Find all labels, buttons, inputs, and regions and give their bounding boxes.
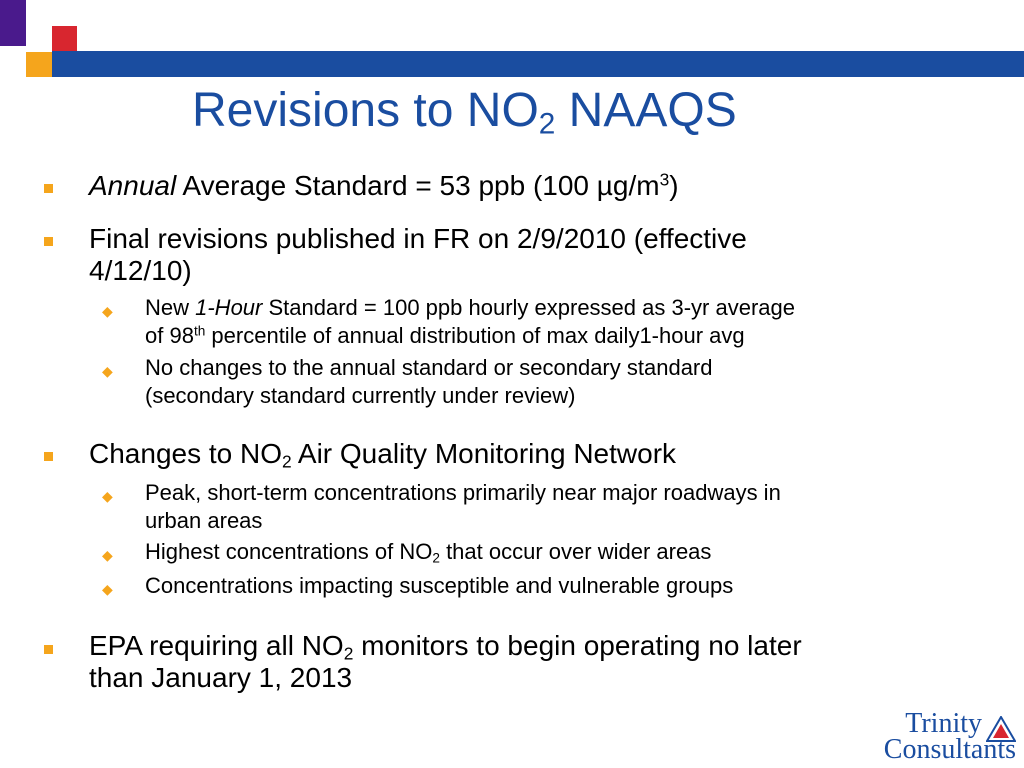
bullet-final-revisions: Final revisions published in FR on 2/9/2010 (effective 4/12/10) xyxy=(89,223,747,286)
bullet-diamond-icon: ◆ xyxy=(102,547,113,563)
company-logo xyxy=(872,708,1022,768)
bullet-square-icon xyxy=(44,645,53,654)
slide-title: Revisions to $NO_2$ NAAQS xyxy=(192,84,737,141)
subbullet-no-changes: No changes to the annual standard or secondary standard (secondary standard currently under review) xyxy=(145,355,713,408)
bullet-diamond-icon: ◆ xyxy=(102,363,113,379)
bullet-square-icon xyxy=(44,452,53,461)
bullet-annual-standard: Annual Average Standard = 53 ppb (100 $\mu g/m^3$) xyxy=(89,169,679,201)
bullet-square-icon xyxy=(44,237,53,246)
bullet-diamond-icon: ◆ xyxy=(102,303,113,319)
subbullet-1hour-standard: New 1-Hour Standard = 100 ppb hourly expressed as 3-yr average of 98th percentile of annual distribution of max daily1-hour avg xyxy=(145,295,795,348)
logo-text-line1: Trinity xyxy=(905,708,982,739)
logo-text-line2: Consultants xyxy=(883,734,1016,765)
bullet-diamond-icon: ◆ xyxy=(102,488,113,504)
subbullet-susceptible-groups: Concentrations impacting susceptible and vulnerable groups xyxy=(145,573,734,598)
bullet-square-icon xyxy=(44,184,53,193)
subbullet-highest-concentrations: Highest concentrations of $NO_2$ that occur over wider areas xyxy=(145,539,712,566)
bullet-epa-requiring: EPA requiring all $NO_2$ monitors to begin operating no later than January 1, 2013 xyxy=(89,630,802,693)
bullet-diamond-icon: ◆ xyxy=(102,581,113,597)
bullet-monitoring-network: Changes to $NO_2$ Air Quality Monitoring Network xyxy=(89,438,677,472)
subbullet-peak-concentrations: Peak, short-term concentrations primarily near major roadways in urban areas xyxy=(145,480,781,533)
